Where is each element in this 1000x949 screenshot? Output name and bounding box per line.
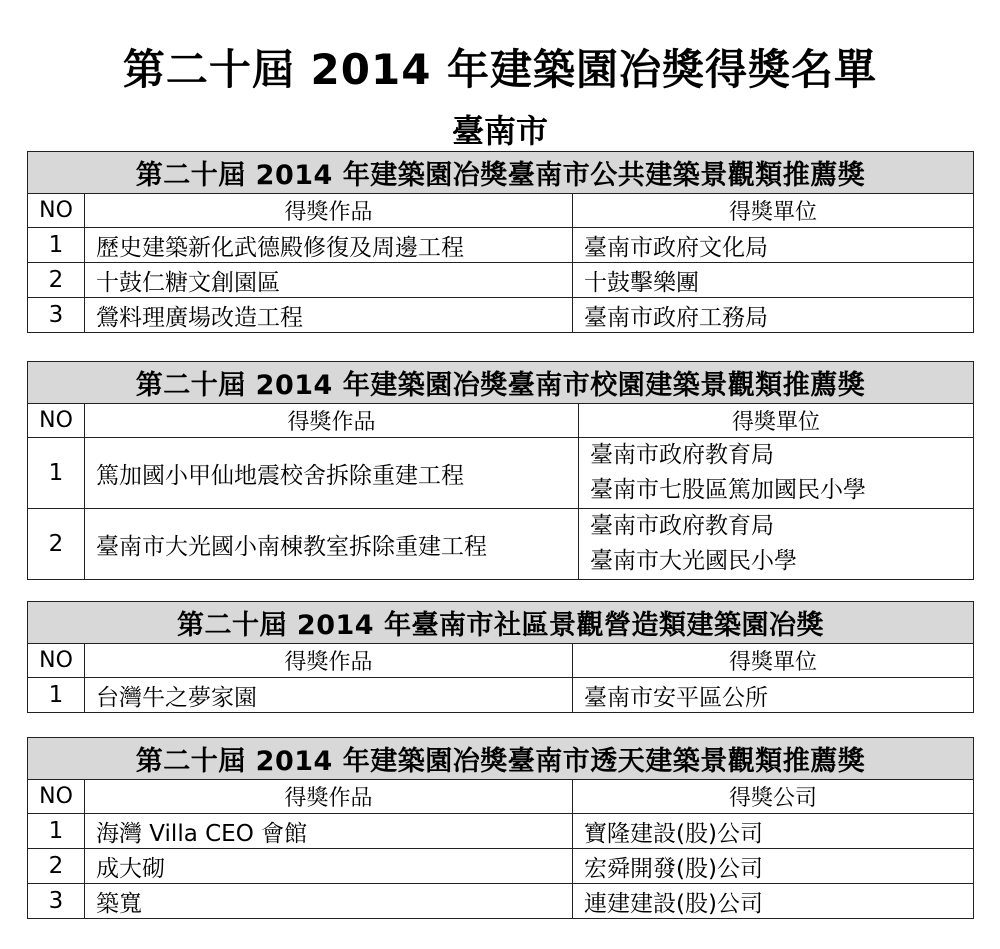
- col-header-no: NO: [28, 194, 85, 228]
- row-unit: 臺南市政府文化局: [573, 228, 974, 263]
- row-no: 2: [28, 849, 85, 884]
- table-row: [28, 228, 974, 263]
- row-unit-line: 臺南市大光國民小學: [590, 548, 797, 574]
- row-work: 台灣牛之夢家園: [85, 678, 573, 713]
- section-header: 第二十屆 2014 年臺南市社區景觀營造類建築園冶獎: [28, 602, 974, 644]
- row-unit: [579, 438, 974, 509]
- award-table-townhouse: [27, 737, 974, 919]
- col-header-no: NO: [28, 644, 85, 678]
- city-title: 臺南市: [451, 112, 548, 150]
- row-work: 臺南市大光國小南棟教室拆除重建工程: [85, 509, 579, 580]
- col-header-unit: 得獎單位: [573, 194, 974, 228]
- row-unit-line: 臺南市政府教育局: [590, 442, 774, 468]
- table-row: [28, 298, 974, 333]
- row-work: 篤加國小甲仙地震校舍拆除重建工程: [85, 438, 579, 509]
- table-row: [28, 849, 974, 884]
- row-work: 歷史建築新化武德殿修復及周邊工程: [85, 228, 573, 263]
- row-work: 海灣 Villa CEO 會館: [85, 814, 573, 849]
- row-unit: 臺南市安平區公所: [573, 678, 974, 713]
- table-row: [28, 884, 974, 919]
- row-unit: 宏舜開發(股)公司: [573, 849, 974, 884]
- row-unit: [579, 509, 974, 580]
- award-table-public: [27, 151, 974, 333]
- col-header-unit: 得獎單位: [579, 404, 974, 438]
- row-work: 築寬: [85, 884, 573, 919]
- row-work: 十鼓仁糖文創園區: [85, 263, 573, 298]
- row-no: 1: [28, 678, 85, 713]
- row-unit-line: 臺南市七股區篤加國民小學: [590, 477, 866, 503]
- table-row: [28, 814, 974, 849]
- row-unit: 臺南市政府工務局: [573, 298, 974, 333]
- col-header-work: 得獎作品: [85, 194, 573, 228]
- row-work: 鶯料理廣場改造工程: [85, 298, 573, 333]
- col-header-work: 得獎作品: [85, 644, 573, 678]
- table-row: [28, 509, 974, 580]
- table-row: [28, 263, 974, 298]
- row-no: 3: [28, 298, 85, 333]
- row-work: 成大砌: [85, 849, 573, 884]
- row-unit-line: 臺南市政府教育局: [590, 513, 774, 539]
- table-row: [28, 438, 974, 509]
- table-row: [28, 678, 974, 713]
- row-no: 1: [28, 814, 85, 849]
- row-no: 2: [28, 509, 85, 580]
- section-header: 第二十屆 2014 年建築園冶獎臺南市透天建築景觀類推薦獎: [28, 738, 974, 780]
- section-header: 第二十屆 2014 年建築園冶獎臺南市校園建築景觀類推薦獎: [28, 362, 974, 404]
- col-header-work: 得獎作品: [85, 404, 579, 438]
- row-no: 1: [28, 228, 85, 263]
- award-table-campus: [27, 361, 974, 580]
- col-header-unit: 得獎公司: [573, 780, 974, 814]
- section-header: 第二十屆 2014 年建築園冶獎臺南市公共建築景觀類推薦獎: [28, 152, 974, 194]
- col-header-no: NO: [28, 780, 85, 814]
- row-unit: 寶隆建設(股)公司: [573, 814, 974, 849]
- col-header-unit: 得獎單位: [573, 644, 974, 678]
- page-title: 第二十屆 2014 年建築園冶獎得獎名單: [122, 45, 878, 94]
- award-table-community: [27, 601, 974, 713]
- row-no: 1: [28, 438, 85, 509]
- col-header-work: 得獎作品: [85, 780, 573, 814]
- row-unit: 十鼓擊樂團: [573, 263, 974, 298]
- row-unit: 連建建設(股)公司: [573, 884, 974, 919]
- col-header-no: NO: [28, 404, 85, 438]
- row-no: 2: [28, 263, 85, 298]
- row-no: 3: [28, 884, 85, 919]
